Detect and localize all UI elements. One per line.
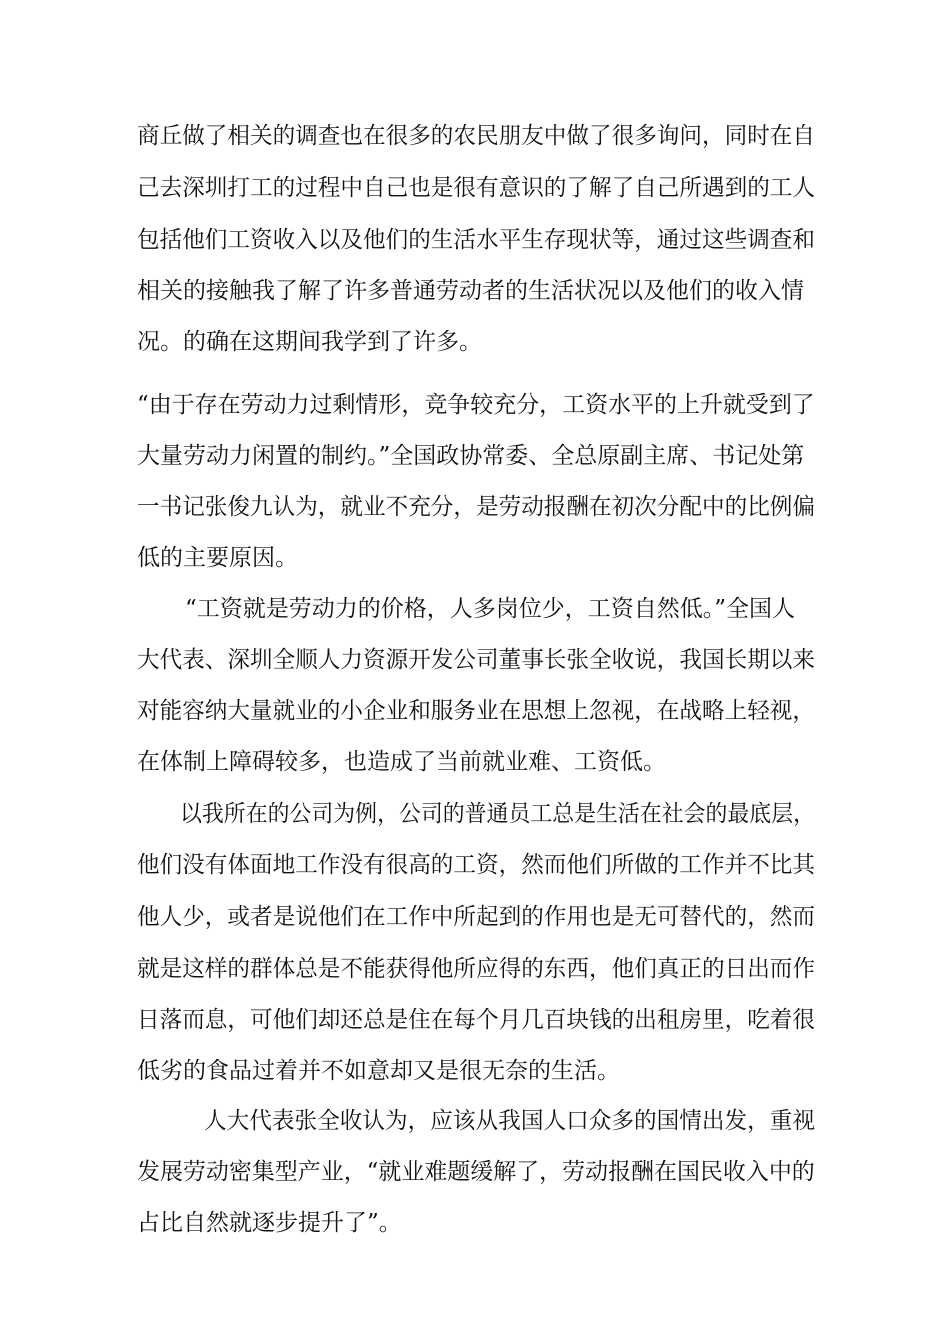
- text-line: “由于存在劳动力过剩情形，竞争较充分，工资水平的上升就受到了: [137, 392, 815, 418]
- text-line: 发展劳动密集型产业，“就业难题缓解了，劳动报酬在国民收入中的: [137, 1159, 815, 1185]
- text-line: 他们没有体面地工作没有很高的工资，然而他们所做的工作并不比其: [137, 852, 815, 878]
- text-line: 况。的确在这期间我学到了许多。: [137, 329, 482, 355]
- text-line: 以我所在的公司为例，公司的普通员工总是生活在社会的最底层，: [180, 801, 815, 827]
- text-line: 占比自然就逐步提升了”。: [137, 1210, 402, 1236]
- text-line: 包括他们工资收入以及他们的生活水平生存现状等，通过这些调查和: [137, 227, 815, 253]
- text-line: 对能容纳大量就业的小企业和服务业在思想上忽视，在战略上轻视，: [137, 698, 815, 724]
- text-line: 在体制上障碍较多，也造成了当前就业难、工资低。: [137, 749, 666, 775]
- text-line: 大代表、深圳全顺人力资源开发公司董事长张全收说，我国长期以来: [137, 647, 815, 673]
- text-line: 低劣的食品过着并不如意却又是很无奈的生活。: [137, 1058, 620, 1084]
- text-line: 低的主要原因。: [137, 545, 298, 571]
- text-line: 一书记张俊九认为，就业不充分，是劳动报酬在初次分配中的比例偏: [137, 494, 815, 520]
- text-line: 相关的接触我了解了许多普通劳动者的生活状况以及他们的收入情: [137, 278, 804, 304]
- text-line: 他人少，或者是说他们在工作中所起到的作用也是无可替代的，然而: [137, 904, 815, 930]
- text-line: 日落而息，可他们却还总是住在每个月几百块钱的出租房里，吃着很: [137, 1007, 815, 1033]
- text-line: 大量劳动力闲置的制约。”全国政协常委、全总原副主席、书记处第: [137, 443, 805, 469]
- text-line: 人大代表张全收认为，应该从我国人口众多的国情出发，重视: [204, 1108, 815, 1134]
- text-line: 己去深圳打工的过程中自己也是很有意识的了解了自己所遇到的工人: [137, 175, 815, 201]
- text-line: 就是这样的群体总是不能获得他所应得的东西，他们真正的日出而作: [137, 956, 815, 982]
- text-line: 商丘做了相关的调查也在很多的农民朋友中做了很多询问，同时在自: [137, 123, 815, 149]
- text-line: “工资就是劳动力的价格，人多岗位少，工资自然低。”全国人: [185, 596, 796, 622]
